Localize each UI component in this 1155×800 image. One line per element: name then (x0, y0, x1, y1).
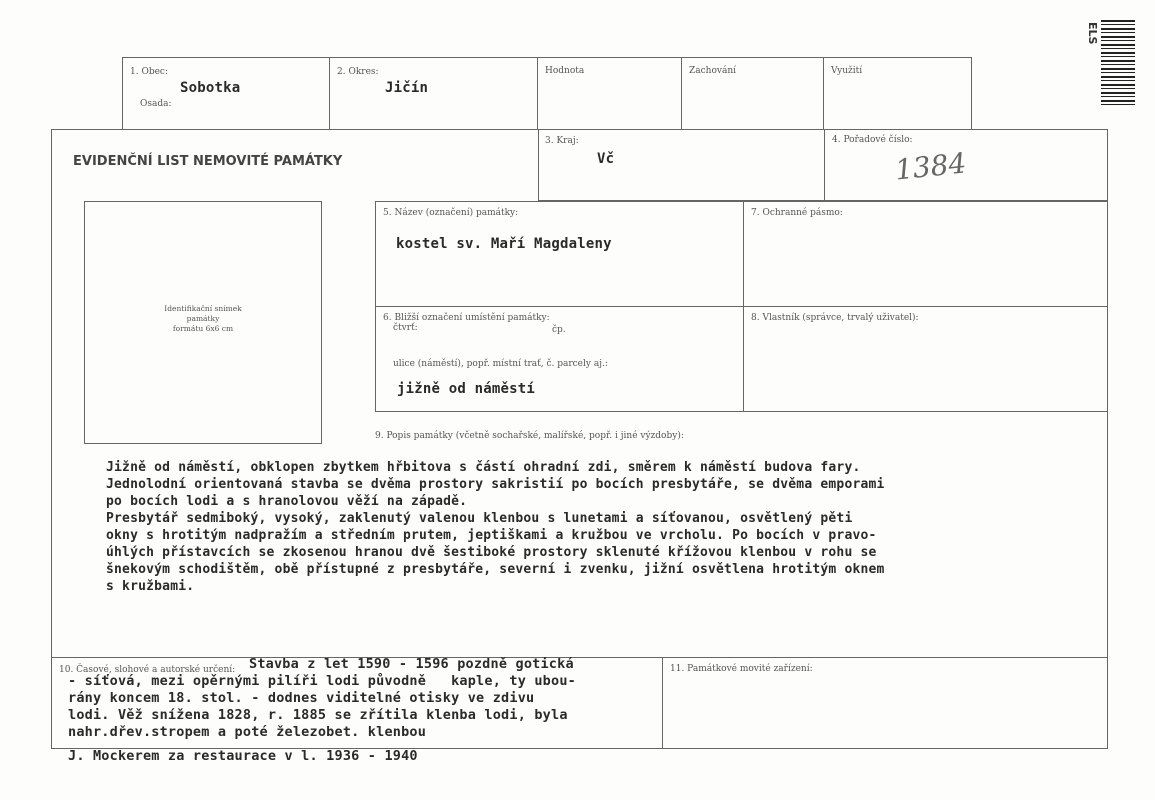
pamatkove-label: 11. Památkové movité zařízení: (670, 664, 813, 674)
photo-label-line-1: Identifikační snímek (164, 304, 242, 313)
popis-line-8: s kružbami. (106, 579, 195, 594)
popis-line-6: úhlých přístavcích se zkosenou hranou dvě šestiboké prostory sklenuté křížovou klenbou v rohu se (106, 545, 877, 560)
popis-line-5: okny s hrotitým nadpražím a středním prutem, jeptiškami a kružbou ve vrcholu. Po bocích v pravo- (106, 528, 877, 543)
popis-line-2: Jednolodní orientovaná stavba se dvěma prostory sakristií po bocích presbytáře, se dvěma emporami (106, 477, 885, 492)
corner-code: ELS (1086, 22, 1099, 45)
casove-line-2: - síťová, mezi opěrnými pilíři lodi původně kaple, ty ubou- (68, 673, 576, 689)
casove-line-1: Stavba z let 1590 - 1596 pozdně gotická (249, 656, 574, 672)
form-title: EVIDENČNÍ LIST NEMOVITÉ PAMÁTKY (73, 154, 343, 169)
photo-label-line-3: formátu 6x6 cm (172, 324, 234, 333)
umisteni-label: 6. Bližší označení umístění památky: (383, 313, 550, 323)
casove-label: 10. Časové, slohové a autorské určení: (59, 665, 236, 675)
obec-label: 1. Obec: (130, 67, 168, 77)
okres-label: 2. Okres: (337, 67, 379, 77)
umisteni-value: jižně od náměstí (397, 381, 536, 397)
popis-line-4: Presbytář sedmiboký, vysoký, zaklenutý valenou klenbou s lunetami a síťovanou, osvětlený pěti (106, 511, 853, 526)
ctvrt-label: čtvrť: (393, 323, 418, 333)
popis-label: 9. Popis památky (včetně sochařské, malířské, popř. i jiné výzdoby): (375, 431, 684, 441)
hodnota-label: Hodnota (545, 66, 585, 76)
osada-label: Osada: (140, 99, 172, 109)
barcode (1101, 20, 1135, 106)
casove-line-5: nahr.dřev.stropem a poté železobet. klenbou (68, 724, 427, 740)
popis-line-7: šnekovým schodištěm, obě přístupné z presbytáře, severní i zvenku, jižní osvětlena hrotitým oknem (106, 562, 885, 577)
vlastnik-label: 8. Vlastník (správce, trvalý uživatel): (751, 313, 919, 323)
popis-line-3: po bocích lodi a s hranolovou věží na západě. (106, 494, 468, 509)
poradove-value: 1384 (893, 146, 968, 187)
nazev-value: kostel sv. Maří Magdaleny (396, 236, 612, 252)
vyuziti-label: Využití (831, 66, 863, 76)
popis-text (106, 460, 885, 596)
casove-line-3: rány koncem 18. stol. - dodnes viditelné otisky ve zdivu (68, 690, 535, 706)
zachovani-label: Zachování (689, 66, 736, 76)
popis-line-1: Jižně od náměstí, obklopen zbytkem hřbitova s částí ohradní zdi, směrem k náměstí budova fary. (106, 460, 861, 475)
casove-line-4: lodi. Věž snížena 1828, r. 1885 se zřítila klenba lodi, byla (68, 707, 568, 723)
kraj-label: 3. Kraj: (545, 136, 579, 146)
okres-value: Jičín (385, 80, 429, 96)
kraj-cell (538, 129, 825, 201)
ochranne-label: 7. Ochranné pásmo: (751, 208, 843, 218)
photo-label (84, 304, 322, 334)
ulice-label: ulice (náměstí), popř. místní trať, č. parcely aj.: (393, 359, 608, 369)
photo-label-line-2: památky (186, 314, 220, 323)
obec-value: Sobotka (180, 80, 241, 96)
nazev-label: 5. Název (označení) památky: (383, 208, 519, 218)
kraj-value: Vč (597, 151, 615, 167)
cp-label: čp. (552, 325, 566, 335)
casove-line-6: J. Mockerem za restaurace v l. 1936 - 1940 (68, 748, 418, 764)
poradove-label: 4. Pořadové číslo: (832, 135, 913, 145)
